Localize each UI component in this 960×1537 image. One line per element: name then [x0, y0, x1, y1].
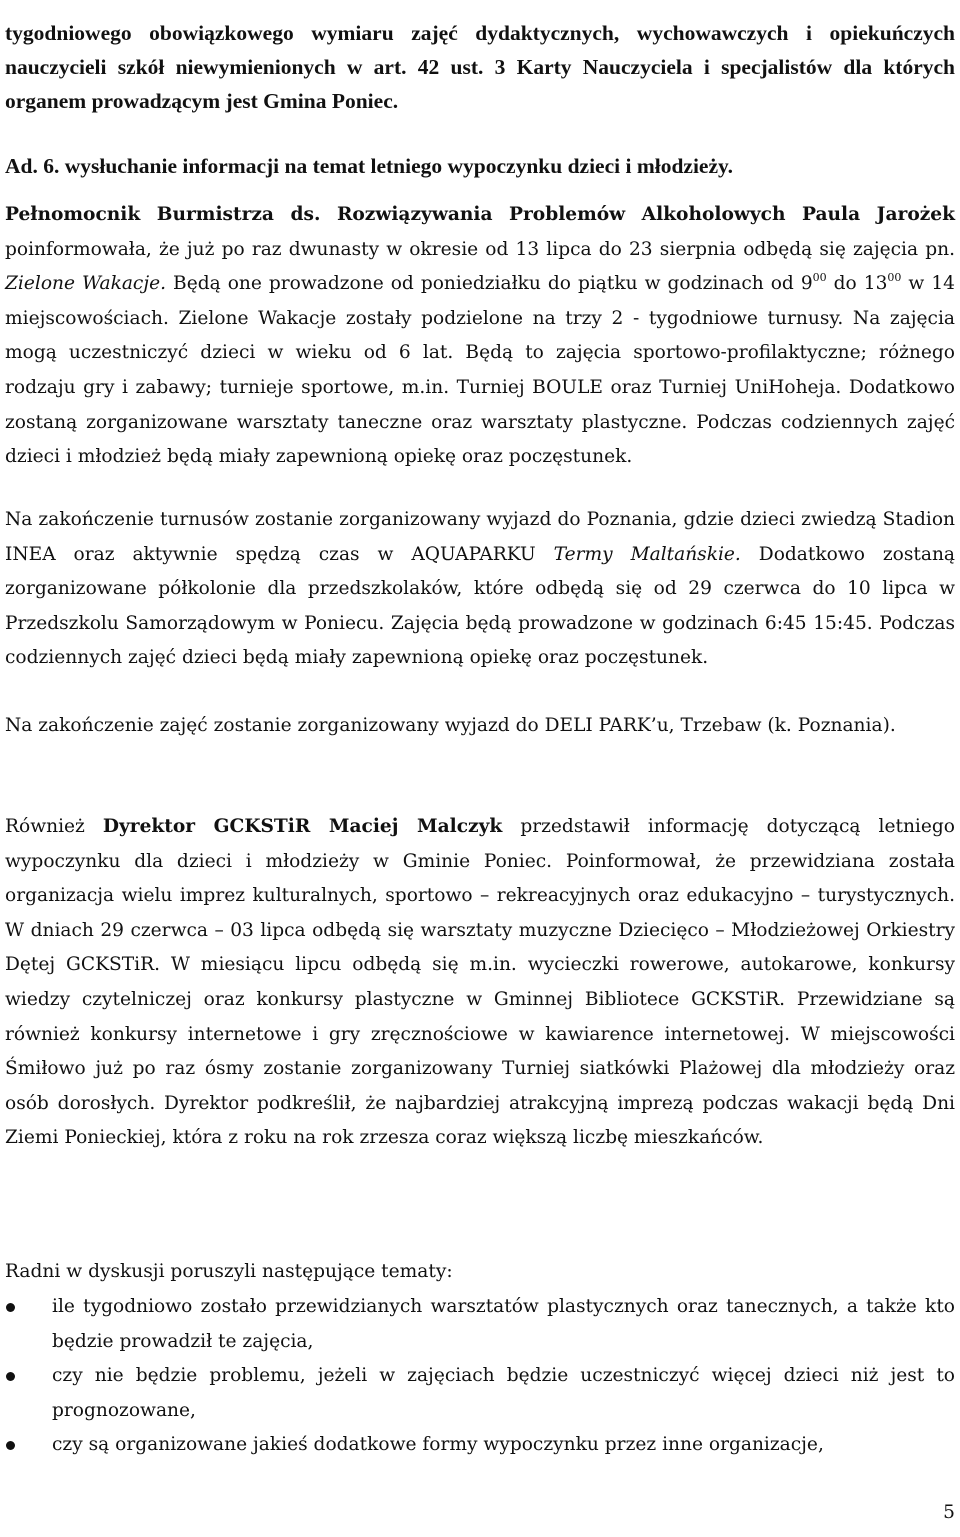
p3-text: Na zakończenie zajęć zostanie zorganizowany wyjazd do DELI PARK’u, Trzebaw (k. Poznania).: [5, 715, 896, 736]
p4-text-1: Również: [5, 816, 103, 837]
paragraph-wyjazd: [5, 503, 955, 676]
program-name: Zielone Wakacje.: [5, 273, 167, 295]
intro-paragraph: [5, 16, 955, 118]
director-name: Dyrektor GCKSTiR Maciej Malczyk: [102, 816, 503, 837]
bullet-icon: [6, 1303, 15, 1312]
p1-text-4: w 14 miejscowościach. Zielone Wakacje zostały podzielone na trzy 2 - tygodniowe turnusy. Na zajęcia mogą uczestniczyć dzieci w wieku od 6 lat. Będą to zajęcia sportowo-profilaktyczne; różnego rodzaju gry i zabawy; turnieje sportowe, m.in. Turniej BOULE oraz Turniej UniHoheja. Dodatkowo zostaną zorganizowane warsztaty taneczne oraz warsztaty plastyczne. Podczas codziennych zajęć dzieci i młodzież będą miały zapewnioną opiekę oraz poczęstunek.: [5, 273, 956, 468]
discussion-lead: [5, 1255, 955, 1290]
aquapark-name: Termy Maltańskie.: [553, 543, 741, 565]
p1-text-2: Będą one prowadzone od poniedziałku do piątku w godzinach od 9: [166, 273, 813, 295]
p2-text-1: Na zakończenie turnusów zostanie zorganizowany wyjazd do Poznania, gdzie dzieci zwiedzą Stadion INEA oraz aktywnie spędzą czas w AQUAPARKU: [5, 509, 955, 565]
bullet-icon: [6, 1441, 15, 1450]
discussion-lead-text: Radni w dyskusji poruszyli następujące tematy:: [5, 1261, 453, 1282]
p4-text-2: przedstawił informację dotyczącą letniego wypoczynku dla dzieci i młodzieży w Gminie Poniec. Poinformował, że przewidziana została organizacja wielu imprez kulturalnych, sportowo – rekreacyjnych oraz edukacyjno – turystycznych. W dniach 29 czerwca – 03 lipca odbędą się warsztaty muzyczne Dziecięco – Młodzieżowej Orkiestry Dętej GCKSTiR. W miesiącu lipcu odbędą się m.in. wycieczki rowerowe, autokarowe, konkursy wiedzy czytelniczej oraz konkursy plastyczne w Gminnej Bibliotece GCKSTiR. Przewidziane są również konkursy internetowe i gry zręcznościowe w kawiarence internetowej. W miejscowości Śmiłowo już po raz ósmy zostanie zorganizowany Turniej siatkówki Plażowej dla młodzieży oraz osób dorosłych. Dyrektor podkreślił, że najbardziej atrakcyjną imprezą podczas wakacji będą Dni Ziemi Ponieckiej, która z roku na rok zrzesza coraz większą liczbę mieszkańców.: [5, 816, 955, 1149]
list-item: [5, 1290, 955, 1359]
list-item: [5, 1428, 955, 1463]
ad6-heading: [5, 149, 955, 183]
page-number: 5: [943, 1502, 955, 1523]
p1-text-3: do 13: [826, 273, 888, 295]
discussion-list: [5, 1290, 955, 1463]
paragraph-deli-park: [5, 709, 955, 744]
person-name: Pełnomocnik Burmistrza ds. Rozwiązywania Problemów Alkoholowych Paula Jarożek: [5, 204, 955, 225]
list-item: [5, 1359, 955, 1428]
paragraph-pelnomocnik: [5, 198, 955, 475]
p1-sup-2: 00: [887, 271, 902, 285]
list-item-text: czy nie będzie problemu, jeżeli w zajęciach będzie uczestniczyć więcej dzieci niż jest to prognozowane,: [52, 1365, 955, 1421]
p1-text-1: poinformowała, że już po raz dwunasty w okresie od 13 lipca do 23 sierpnia odbędą się zajęcia pn.: [5, 238, 955, 260]
intro-text: tygodniowego obowiązkowego wymiaru zajęć dydaktycznych, wychowawczych i opiekuńczych nauczycieli szkół niewymienionych w art. 42 ust. 3 Karty Nauczyciela i specjalistów dla których organem prowadzącym jest Gmina Poniec.: [5, 20, 955, 113]
paragraph-dyrektor: [5, 810, 955, 1156]
p1-sup-1: 00: [812, 271, 827, 285]
bullet-icon: [6, 1372, 15, 1381]
list-item-text: czy są organizowane jakieś dodatkowe formy wypoczynku przez inne organizacje,: [52, 1434, 824, 1456]
list-item-text: ile tygodniowo zostało przewidzianych warsztatów plastycznych oraz tanecznych, a także kto będzie prowadził te zajęcia,: [52, 1296, 955, 1352]
p2-text-2: Dodatkowo zostaną zorganizowane półkolonie dla przedszkolaków, które odbędą się od 29 czerwca do 10 lipca w Przedszkolu Samorządowym w Poniecu. Zajęcia będą prowadzone w godzinach 6:45 15:45. Podczas codziennych zajęć dzieci będą miały zapewnioną opiekę oraz poczęstunek.: [5, 543, 956, 669]
ad6-heading-text: Ad. 6. wysłuchanie informacji na temat letniego wypoczynku dzieci i młodzieży.: [5, 153, 733, 178]
